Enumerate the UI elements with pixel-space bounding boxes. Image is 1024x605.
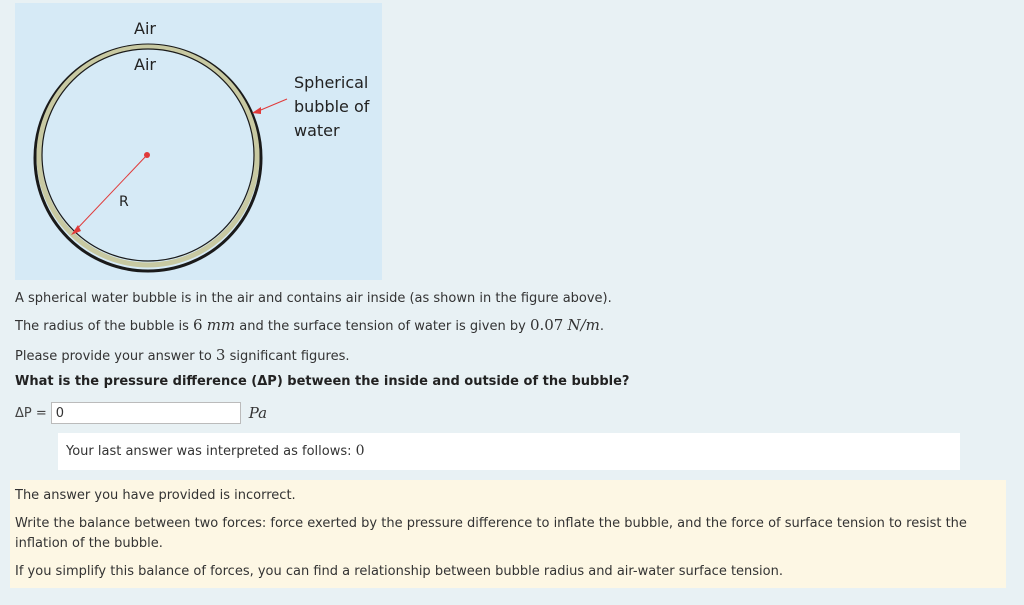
answer-input[interactable] <box>51 402 241 424</box>
radius-unit: mm <box>206 316 236 334</box>
interpretation-box <box>58 433 960 470</box>
radius-label: R <box>119 194 129 210</box>
bubble-pointer-arrowhead <box>252 107 261 114</box>
bubble-diagram <box>15 3 382 280</box>
question-prompt: What is the pressure difference (ΔP) between the inside and outside of the bubble? <box>15 374 630 389</box>
radius-line <box>75 155 147 231</box>
feedback-box <box>10 480 1006 588</box>
feedback-hint-2: If you simplify this balance of forces, you can find a relationship between bubble radius and air-water surface tension. <box>15 564 783 579</box>
question-line-3: Please provide your answer to 3 significant figures. <box>15 346 350 364</box>
answer-unit: Pa <box>248 404 268 422</box>
interpretation-value: 0 <box>355 443 365 459</box>
bubble-label-line1: Spherical <box>294 73 369 92</box>
tension-value: 0.07 <box>529 316 564 334</box>
answer-label: ΔP = <box>15 405 47 421</box>
answer-row <box>15 400 267 426</box>
radius-value: 6 <box>193 316 203 334</box>
bubble-label-line3: water <box>294 121 340 140</box>
air-outer-label: Air <box>134 19 156 38</box>
bubble-label-line2: bubble of <box>294 97 370 116</box>
feedback-incorrect: The answer you have provided is incorrect. <box>15 488 296 503</box>
tension-unit: N/m <box>567 316 600 334</box>
interpretation-text: Your last answer was interpreted as follows: <box>66 444 356 459</box>
feedback-hint-1: Write the balance between two forces: force exerted by the pressure difference to inflate the bubble, and the force of surface tension to resist the inflation of the bubble. <box>15 516 967 551</box>
sig-figs-value: 3 <box>215 346 226 364</box>
question-line-1: A spherical water bubble is in the air and contains air inside (as shown in the figure above). <box>15 291 612 306</box>
question-line-2: The radius of the bubble is 6 mm and the surface tension of water is given by 0.07 N/m. <box>15 316 605 334</box>
air-inner-label: Air <box>134 55 156 74</box>
bubble-figure <box>15 3 382 280</box>
